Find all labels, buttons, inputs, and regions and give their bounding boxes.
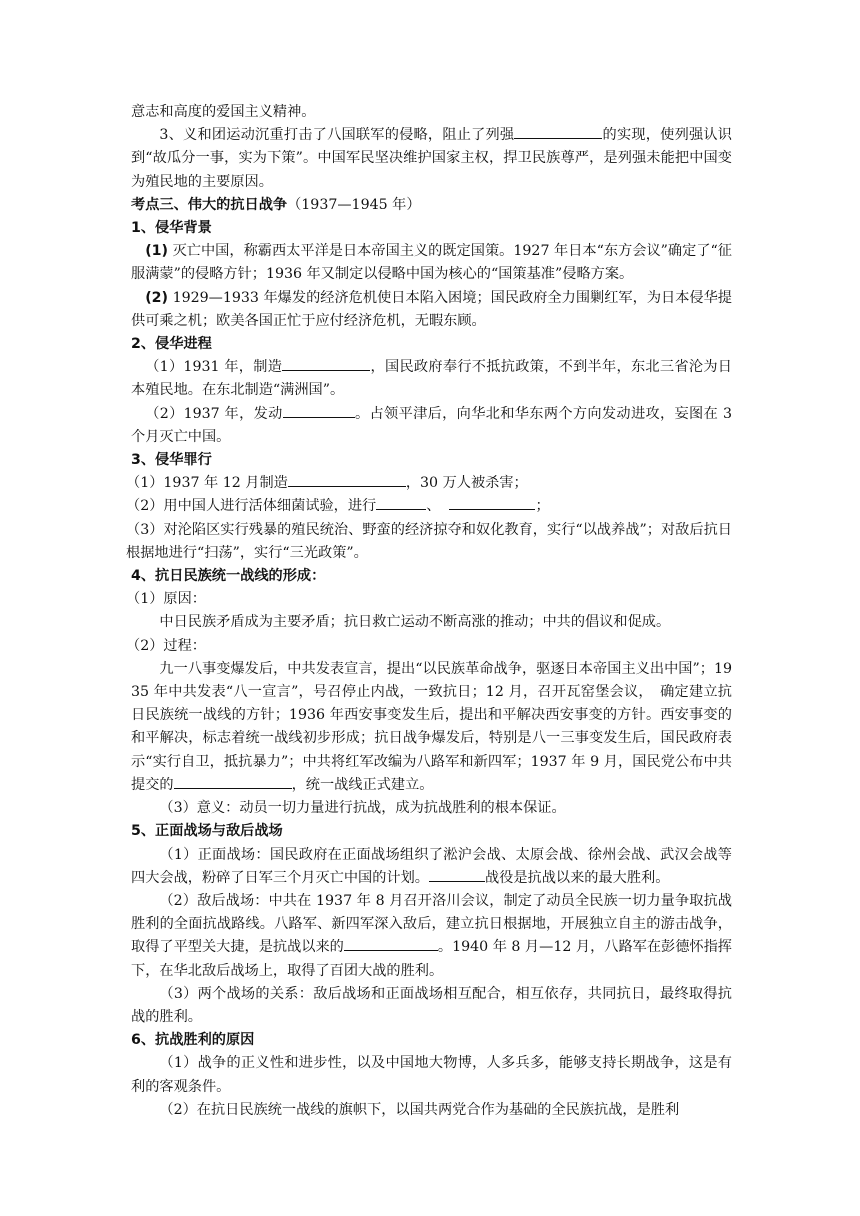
item-number: (2) bbox=[145, 289, 169, 306]
text: 。占领平津后，向华北和华东两个方向发动进攻，妄图在 3 个月灭亡中国。 bbox=[131, 405, 732, 445]
text: （1）正面战场：国民政府在正面战场组织了淞沪会战、太原会战、徐州会战、武汉会战等四大会战，粉碎了日军三个月灭亡中国的计划。 bbox=[131, 846, 732, 886]
text: ； bbox=[535, 498, 550, 515]
heading-date: （1937—1945 年） bbox=[287, 196, 421, 213]
paragraph bbox=[131, 356, 732, 402]
fill-blank[interactable] bbox=[344, 937, 438, 951]
text: ，30 万人被杀害； bbox=[405, 475, 528, 492]
paragraph: （2）在抗日民族统一战线的旗帜下，以国共两党合作为基础的全民族抗战，是胜利 bbox=[159, 1101, 680, 1118]
paragraph: 中日民族矛盾成为主要矛盾；抗日救亡运动不断高涨的推动；中共的倡议和促成。 bbox=[159, 614, 671, 631]
text: 3、义和团运动沉重打击了八国联军的侵略，阻止了列强 bbox=[159, 127, 515, 144]
subsection-heading: 1、侵华背景 bbox=[131, 220, 212, 237]
fill-blank[interactable] bbox=[283, 404, 355, 418]
paragraph: （3）两个战场的关系：敌后战场和正面战场相互配合，相互依存，共同抗日，最终取得抗战的胜利。 bbox=[131, 985, 732, 1025]
fill-blank[interactable] bbox=[376, 496, 426, 510]
heading-text: 考点三、伟大的抗日战争 bbox=[131, 196, 288, 213]
text: 的实现，使列强认识到“故瓜分一事，实为下策”。中国军民坚决维护国家主权，捍卫民族尊严，是列强未能把中国变为殖民地的主要原因。 bbox=[131, 127, 732, 190]
text: （2）1937 年，发动 bbox=[145, 405, 283, 422]
paragraph bbox=[131, 403, 732, 449]
fill-blank[interactable] bbox=[288, 473, 406, 487]
paragraph: （2）过程： bbox=[126, 637, 206, 654]
text: ，国民政府奉行不抵抗政策，不到半年，东北三省沦为日本殖民地。在东北制造“满洲国”。 bbox=[131, 359, 732, 399]
paragraph bbox=[131, 658, 732, 797]
paragraph bbox=[131, 240, 732, 286]
text: 九一八事变爆发后，中共发表宣言，提出“以民族革命战争，驱逐日本帝国主义出中国”；1935 年中共发表“八一宣言”，号召停止内战，一致抗日；12 月，召开瓦窑堡会议， 确定建立抗日民族统一战线的方针；1936 年西安事变发生后，提出和平解决西安事变的方针。西安事变的和平解决，标志着统一战线初步形成；抗日战争爆发后，特别是八一三事变发生后，国民政府表示“实行自卫，抵抗暴力”；中共将红军改编为八路军和新四军；1937 年 9 月，国民党公布中共提交的 bbox=[131, 660, 732, 793]
paragraph: （3）意义：动员一切力量进行抗战，成为抗战胜利的根本保证。 bbox=[159, 800, 566, 817]
text: （1）1931 年，制造 bbox=[145, 359, 283, 376]
text: 1929—1933 年爆发的经济危机使日本陷入困境；国民政府全力围剿红军，为日本侵华提供可乘之机；欧美各国正忙于应付经济危机，无暇东顾。 bbox=[131, 289, 732, 329]
fill-blank[interactable] bbox=[174, 775, 292, 789]
section-heading bbox=[131, 194, 732, 217]
fill-blank[interactable] bbox=[514, 125, 602, 139]
paragraph bbox=[131, 124, 732, 194]
text: （2）敌后战场：中共在 1937 年 8 月召开洛川会议，制定了动员全民族一切力量争取抗战胜利的全面抗战路线。八路军、新四军深入敌后，建立抗日根据地，开展独立自主的游击战争，取得了平型关大捷，是抗战以来的 bbox=[131, 892, 732, 956]
text: 。1940 年 8 月—12 月，八路军在彭德怀指挥下，在华北敌后战场上，取得了百团大战的胜利。 bbox=[131, 939, 732, 979]
subsection-heading: 5、正面战场与敌后战场 bbox=[131, 823, 283, 840]
paragraph: 意志和高度的爱国主义精神。 bbox=[131, 104, 316, 120]
paragraph bbox=[131, 287, 732, 333]
fill-blank[interactable] bbox=[449, 496, 535, 510]
subsection-heading: 2、侵华进程 bbox=[131, 336, 212, 353]
paragraph bbox=[126, 495, 732, 518]
fill-blank[interactable] bbox=[282, 357, 370, 371]
paragraph: （1）战争的正义性和进步性，以及中国地大物博，人多兵多，能够支持长期战争，这是有利的客观条件。 bbox=[131, 1055, 732, 1095]
subsection-heading: 6、抗战胜利的原因 bbox=[131, 1032, 255, 1049]
text: ，统一战线正式建立。 bbox=[291, 776, 434, 793]
paragraph bbox=[131, 844, 732, 890]
paragraph bbox=[126, 472, 732, 495]
subsection-heading: 3、侵华罪行 bbox=[131, 452, 212, 469]
text: （1）1937 年 12 月制造 bbox=[126, 475, 288, 492]
text: 、 bbox=[426, 498, 441, 515]
item-number: (1) bbox=[145, 243, 169, 260]
paragraph: （1）原因： bbox=[126, 591, 206, 608]
paragraph bbox=[131, 890, 732, 983]
text: 灭亡中国，称霸西太平洋是日本帝国主义的既定国策。1927 年日本“东方会议”确定了“征服满蒙”的侵略方针；1936 年又制定以侵略中国为核心的“国策基准”侵略方案。 bbox=[131, 243, 732, 283]
subsection-heading: 4、抗日民族统一战线的形成： bbox=[131, 568, 326, 585]
text: （2）用中国人进行活体细菌试验，进行 bbox=[126, 498, 377, 515]
text: 战役是抗战以来的最大胜利。 bbox=[484, 869, 670, 886]
paragraph: （3）对沦陷区实行残暴的殖民统治、野蛮的经济掠夺和奴化教育，实行“以战养战”；对敌后抗日根据地进行“扫荡”，实行“三光政策”。 bbox=[126, 521, 732, 561]
fill-blank[interactable] bbox=[429, 868, 485, 882]
